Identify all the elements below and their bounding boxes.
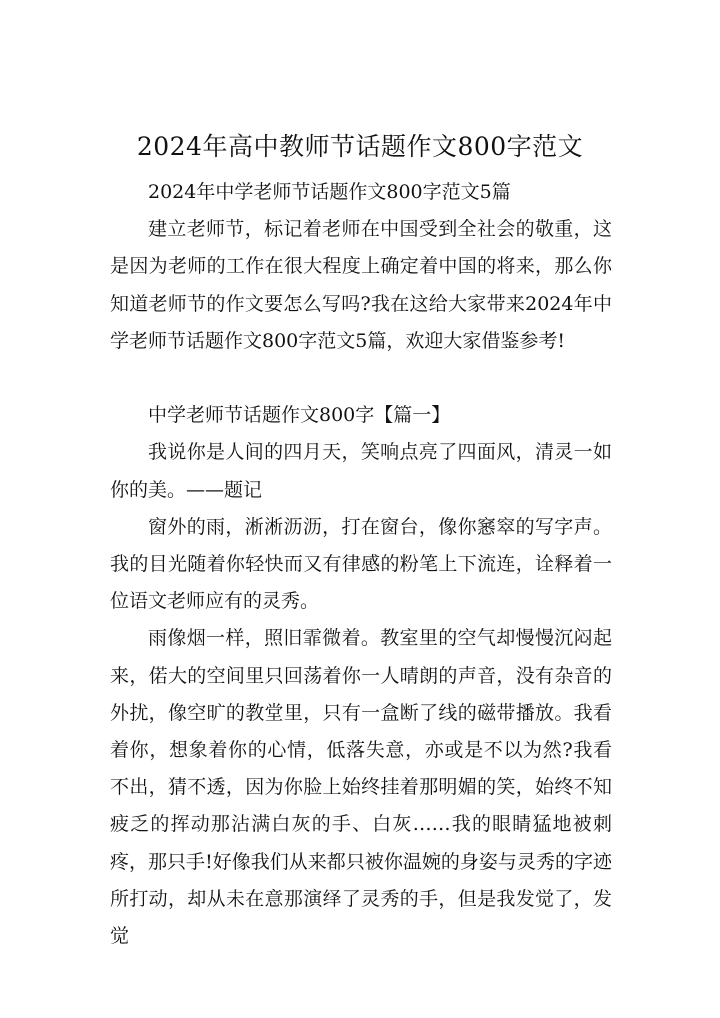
body-paragraph: 窗外的雨，淅淅沥沥，打在窗台，像你窸窣的写字声。我的目光随着你轻快而又有律感的粉笔上下流连，诠释着一位语文老师应有的灵秀。 (110, 515, 612, 613)
section-heading: 中学老师节话题作文800字【篇一】 (148, 404, 451, 427)
body-paragraph: 雨像烟一样，照旧霏微着。教室里的空气却慢慢沉闷起来，偌大的空间里只回荡着你一人晴朗的声音，没有杂音的外扰，像空旷的教堂里，只有一盒断了线的磁带播放。我看着你，想象着你的心情，低落失意，亦或是不以为然?我看不出，猜不透，因为你脸上始终挂着那明媚的笑，始终不知疲乏的挥动那沾满白灰的手、白灰……我的眼睛猛地被刺疼，那只手!好像我们从来都只被你温婉的身姿与灵秀的字迹所打动，却从未在意那演绎了灵秀的手，但是我发觉了，发觉 (110, 627, 612, 948)
document-body (110, 174, 612, 955)
intro-paragraph: 建立老师节，标记着老师在中国受到全社会的敬重，这是因为老师的工作在很大程度上确定着中国的将来，那么你知道老师节的作文要怎么写吗?我在这给大家带来2024年中学老师节话题作文800字范文5篇，欢迎大家借鉴参考! (110, 218, 612, 352)
document-title: 2024年高中教师节话题作文800字范文 (136, 131, 584, 161)
document-subtitle: 2024年中学老师节话题作文800字范文5篇 (148, 181, 511, 203)
blank-line (110, 360, 612, 397)
body-paragraph: 我说你是人间的四月天，笑响点亮了四面风，清灵一如你的美。——题记 (110, 441, 612, 501)
